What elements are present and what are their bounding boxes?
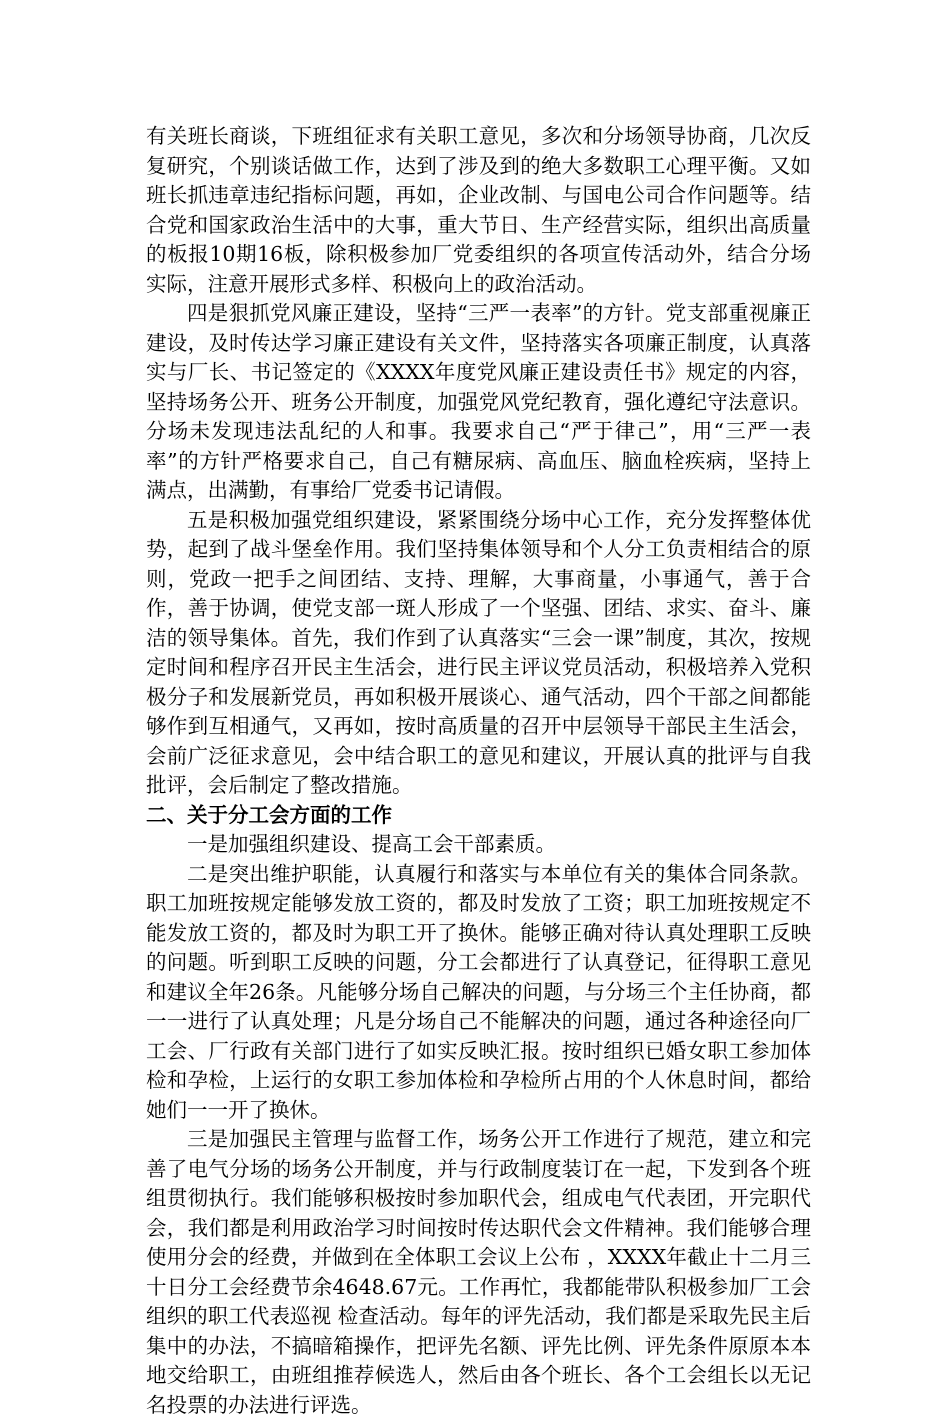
paragraph-one-organization-building: 一是加强组织建设、提高工会干部素质。: [187, 832, 556, 856]
paragraph-continuation: 有关班长商谈，下班组征求有关职工意见，多次和分场领导协商，几次反复研究，个别谈话做工作，达到了涉及到的绝大多数职工心理平衡。又如班长抓违章违纪指标问题，再如，企业改制、与国电公司合作问题等。结合党和国家政治生活中的大事，重大节日、生产经营实际，组织出高质量的板报10期16板，除积极参加厂党委组织的各项宣传活动外，结合分场实际，注意开展形式多样、积极向上的政治活动。: [146, 124, 811, 296]
paragraph-five-party-organization: 五是积极加强党组织建设，紧紧围绕分场中心工作，充分发挥整体优势，起到了战斗堡垒作用。我们坚持集体领导和个人分工负责相结合的原则，党政一把手之间团结、支持、理解，大事商量，小事通气，善于合作，善于协调，使党支部一斑人形成了一个坚强、团结、求实、奋斗、廉洁的领导集体。首先，我们作到了认真落实“三会一课”制度，其次，按规定时间和程序召开民主生活会，进行民主评议党员活动，积极培养入党积极分子和发展新党员，再如积极开展谈心、通气活动，四个干部之间都能够作到互相通气，又再如，按时高质量的召开中层领导干部民主生活会，会前广泛征求意见，会中结合职工的意见和建议，开展认真的批评与自我批评，会后制定了整改措施。: [146, 507, 811, 797]
paragraph-four-party-integrity: 四是狠抓党风廉正建设，坚持“三严一表率”的方针。党支部重视廉正建设，及时传达学习廉正建设有关文件，坚持落实各项廉正制度，认真落实与厂长、书记签定的《XXXX年度党风廉正建设责任书》规定的内容，坚持场务公开、班务公开制度，加强党风党纪教育，强化遵纪守法意识。分场未发现违法乱纪的人和事。我要求自己“严于律己”，用“三严一表率”的方针严格要求自己，自己有糖尿病、高血压、脑血栓疾病，坚持上满点，出满勤，有事给厂党委书记请假。: [146, 301, 811, 502]
section-heading-union-work: 二、关于分工会方面的工作: [146, 802, 392, 827]
paragraph-two-protect-rights: 二是突出维护职能，认真履行和落实与本单位有关的集体合同条款。职工加班按规定能够发放工资的，都及时发放了工资；职工加班按规定不能发放工资的，都及时为职工开了换休。能够正确对待认真处理职工反映的问题。听到职工反映的问题，分工会都进行了认真登记，征得职工意见和建议全年26条。凡能够分场自己解决的问题，与分场三个主任协商，都一一进行了认真处理；凡是分场自己不能解决的问题，通过各种途径向厂工会、厂行政有关部门进行了如实反映汇报。按时组织已婚女职工参加体检和孕检，上运行的女职工参加体检和孕检所占用的个人休息时间，都给她们一一开了换休。: [146, 861, 811, 1122]
paragraph-three-democratic-management: 三是加强民主管理与监督工作，场务公开工作进行了规范，建立和完善了电气分场的场务公开制度，并与行政制度装订在一起，下发到各个班组贯彻执行。我们能够积极按时参加职代会，组成电气代表团，开完职代会，我们都是利用政治学习时间按时传达职代会文件精神。我们能够合理使用分会的经费，并做到在全体职工会议上公布 ，XXXX年截止十二月三十日分工会经费节余4648.67元。工作再忙，我都能带队积极参加厂工会组织的职工代表巡视 检查活动。每年的评先活动，我们都是采取先民主后集中的办法，不搞暗箱操作，把评先名额、评先比例、评先条件原原本本地交给职工，由班组推荐候选人，然后由各个班长、各个工会组长以无记名投票的办法进行评选。: [146, 1127, 811, 1417]
document-page: [146, 122, 811, 1420]
